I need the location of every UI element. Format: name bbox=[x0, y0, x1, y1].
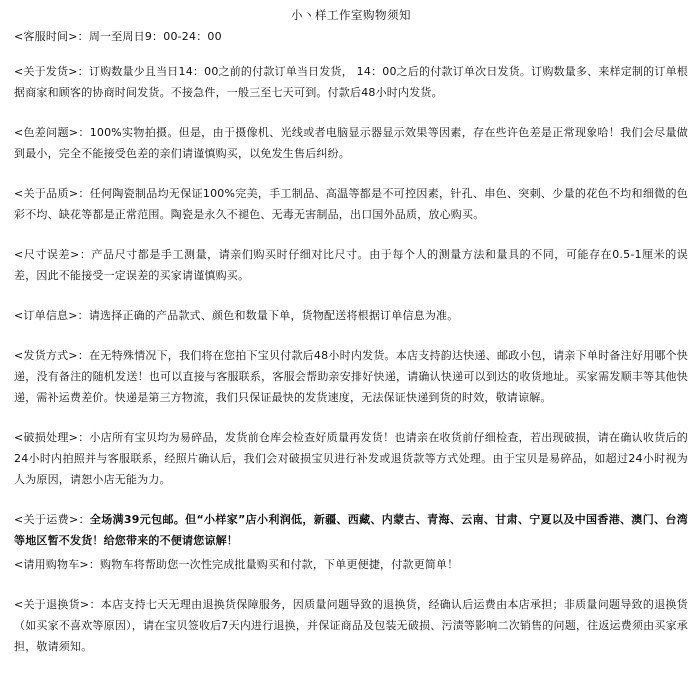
section-tag: <发货方式>： bbox=[14, 349, 90, 362]
section-shipping-method bbox=[14, 345, 688, 408]
section-text: 本店支持七天无理由退换货保障服务，因质量问题导致的退换货，经确认后运费由本店承担；非质量问题导致的退换货（如买家不喜欢等原因），请在宝贝签收后7天内进行退换，并保证商品及包装无破损、污渍等影响二次销售的问题，往返运费须由买家承担，敬请须知。 bbox=[14, 598, 688, 653]
section-text: 小店所有宝贝均为易碎品，发货前仓库会检查好质量再发货！也请亲在收货前仔细检查，若出现破损，请在确认收货后的24小时内拍照并与客服联系，经照片确认后，我们会对破损宝贝进行补发或退货款等方式处理。由于宝贝是易碎品，如超过24小时视为人为原因，请恕小店无能为力。 bbox=[14, 431, 688, 486]
section-order-info bbox=[14, 305, 688, 326]
section-shipping-time bbox=[14, 61, 688, 103]
section-quality bbox=[14, 183, 688, 225]
section-tag: <关于品质>： bbox=[14, 187, 90, 200]
section-tag: <关于发货>： bbox=[14, 65, 89, 78]
section-tag: <破损处理>： bbox=[14, 431, 90, 444]
section-damage-handling bbox=[14, 427, 688, 490]
section-text: 购物车将帮助您一次性完成批量购买和付款，下单更便捷，付款更简单！ bbox=[100, 558, 459, 571]
section-text: 全场满39元包邮。但“小样家”店小利润低，新疆、西藏、内蒙古、青海、云南、甘肃、宁夏以及中国香港、澳门、台湾等地区暂不发货！给您带来的不便请您谅解！ bbox=[14, 513, 688, 547]
section-service-hours bbox=[14, 26, 688, 47]
section-text: 产品尺寸都是手工测量，请亲们购买时仔细对比尺寸。由于每个人的测量方法和量具的不同，可能存在0.5-1厘米的误差，因此不能接受一定误差的买家请谨慎购买。 bbox=[14, 248, 688, 282]
section-text: 100%实物拍摄。但是，由于摄像机、光线或者电脑显示器显示效果等因素，存在些许色差是正常现象哈！我们会尽量做到最小，完全不能接受色差的亲们请谨慎购买，以免发生售后纠纷。 bbox=[14, 126, 688, 160]
section-text: 任何陶瓷制品均无保证100%完美，手工制品、高温等都是不可控因素，针孔、串色、突刺、少量的花色不均和细微的色彩不均、缺花等都是正常范围。陶瓷是永久不褪色、无毒无害制品，出口国外品质，放心购买。 bbox=[14, 187, 688, 221]
section-text: 周一至周日9：00-24：00 bbox=[88, 30, 222, 43]
section-tag: <关于运费>： bbox=[14, 513, 90, 526]
section-tag: <色差问题>： bbox=[14, 126, 90, 139]
section-text: 订购数量少且当日14：00之前的付款订单当日发货， 14：00之后的付款订单次日发货。订购数量多、来样定制的订单根据商家和顾客的协商时间发货。不接急件，一般三至七天可到。付款后48小时内发货。 bbox=[14, 65, 688, 99]
section-tag: <请用购物车>： bbox=[14, 558, 101, 571]
section-shipping-fee bbox=[14, 509, 688, 551]
section-text: 请选择正确的产品款式、颜色和数量下单，货物配送将根据订单信息为准。 bbox=[88, 309, 459, 322]
document-title: 小丶样工作室购物须知 bbox=[291, 8, 411, 22]
section-text: 在无特殊情况下，我们将在您拍下宝贝付款后48小时内发货。本店支持韵达快递、邮政小包，请亲下单时备注好用哪个快递，没有备注的随机发送！也可以直接与客服联系，客服会帮助亲安排好快递，请确认快递可以到达的收货地址。买家需发顺丰等其他快递，需补运费差价。快递是第三方物流，我们只保证最快的发货速度，无法保证快递到货的时效，敬请谅解。 bbox=[14, 349, 688, 404]
section-tag: <订单信息>： bbox=[14, 309, 89, 322]
section-tag: <关于退换货>： bbox=[14, 598, 101, 611]
section-tag: <客服时间>： bbox=[14, 30, 89, 43]
section-size-error bbox=[14, 244, 688, 286]
section-returns bbox=[14, 594, 688, 657]
section-color-difference bbox=[14, 122, 688, 164]
section-shopping-cart bbox=[14, 554, 688, 575]
section-tag: <尺寸误差>： bbox=[14, 248, 92, 261]
